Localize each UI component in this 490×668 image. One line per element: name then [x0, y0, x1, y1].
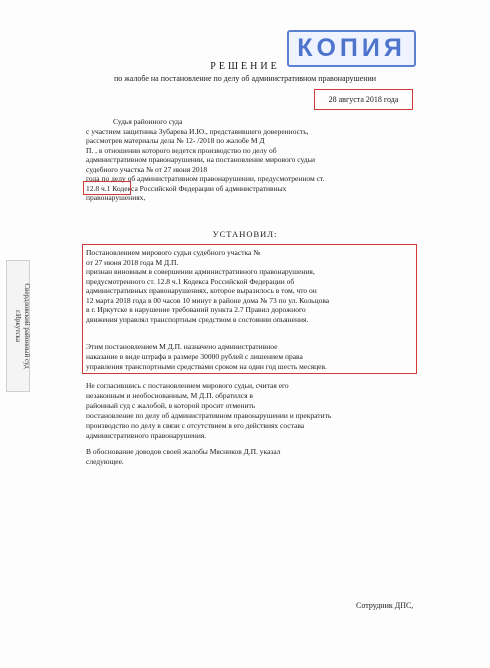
body-line: административных правонарушениях, которое выразилось в том, что он [86, 286, 317, 295]
side-court-label [13, 271, 31, 381]
body-line: Этим постановлением М Д.П. назначено административное [86, 342, 278, 351]
body-line: от 27 июня 2018 года М Д.П. [86, 257, 179, 267]
intro-line: с участием защитника Зубарева И.Ю., представившего доверенность, [86, 126, 309, 136]
intro-line: рассмотрев материалы дела № 12- /2018 по жалобе М Д [86, 136, 265, 145]
body-line: предусмотренного ст. 12.8 ч.1 Кодекса Российской Федерации об [86, 276, 295, 286]
document-title: РЕШЕНИЕ [210, 61, 280, 72]
side-label-line: Свердловский районный суд [23, 283, 31, 369]
intro-line: административном правонарушении, на постановление мирового судьи [86, 155, 316, 164]
intro-line: года по делу об административном правонарушении, предусмотренном ст. [86, 174, 325, 183]
body-line: В обоснование доводов своей жалобы Мясников Д.П. указал [86, 447, 281, 456]
side-label-line: г.Иркутска [14, 310, 22, 342]
copy-stamp: КОПИЯ [287, 30, 416, 67]
body-line: административного правонарушения. [86, 431, 207, 440]
intro-line: правонарушениях, [86, 193, 146, 202]
intro-line: 12.8 ч.1 Кодекса Российской Федерации об административных [86, 183, 287, 193]
body-line: незаконным и необоснованным, М Д.П. обратился в [86, 391, 253, 400]
body-line: управления транспортными средствами сроком на один год шесть месяцев. [86, 362, 327, 371]
body-line: Постановлением мирового судьи судебного участка № [86, 248, 261, 257]
archive-spine-label [6, 260, 30, 392]
document-subtitle: по жалобе на постановление по делу об административном правонарушении [113, 74, 377, 83]
body-line: движения управлял транспортным средством в состоянии опьянения. [86, 314, 309, 324]
body-line: следующее. [86, 457, 124, 466]
signature-line: Сотрудник ДПС, [356, 601, 414, 610]
body-line: 12 марта 2018 года в 00 часов 10 минут в районе дома № 73 по ул. Кольцова [86, 295, 330, 305]
body-line: Не согласившись с постановлением мирового судьи, считая его [86, 381, 289, 390]
body-line: наказание в виде штрафа в размере 30000 рублей с лишением права [86, 352, 303, 361]
section-heading: УСТАНОВИЛ: [212, 229, 278, 239]
body-line: признан виновным в совершении административного правонарушения, [86, 267, 315, 276]
body-line: районный суд с жалобой, в которой просит отменить [86, 401, 256, 410]
decision-date: 28 августа 2018 года [314, 89, 413, 110]
body-line: постановление по делу об административном правонарушении и прекратить [86, 411, 332, 420]
intro-line: Судья районного суда [113, 117, 183, 126]
body-line: производство по делу в связи с отсутствием в его действиях состава [86, 421, 305, 430]
article-highlight [83, 181, 131, 195]
intro-line: П. , в отношении которого ведется производство по делу об [86, 145, 277, 155]
body-line: в г. Иркутске в нарушение требований пункта 2.7 Правил дорожного [86, 305, 306, 314]
intro-line: судебного участка № от 27 июня 2018 [86, 164, 208, 174]
